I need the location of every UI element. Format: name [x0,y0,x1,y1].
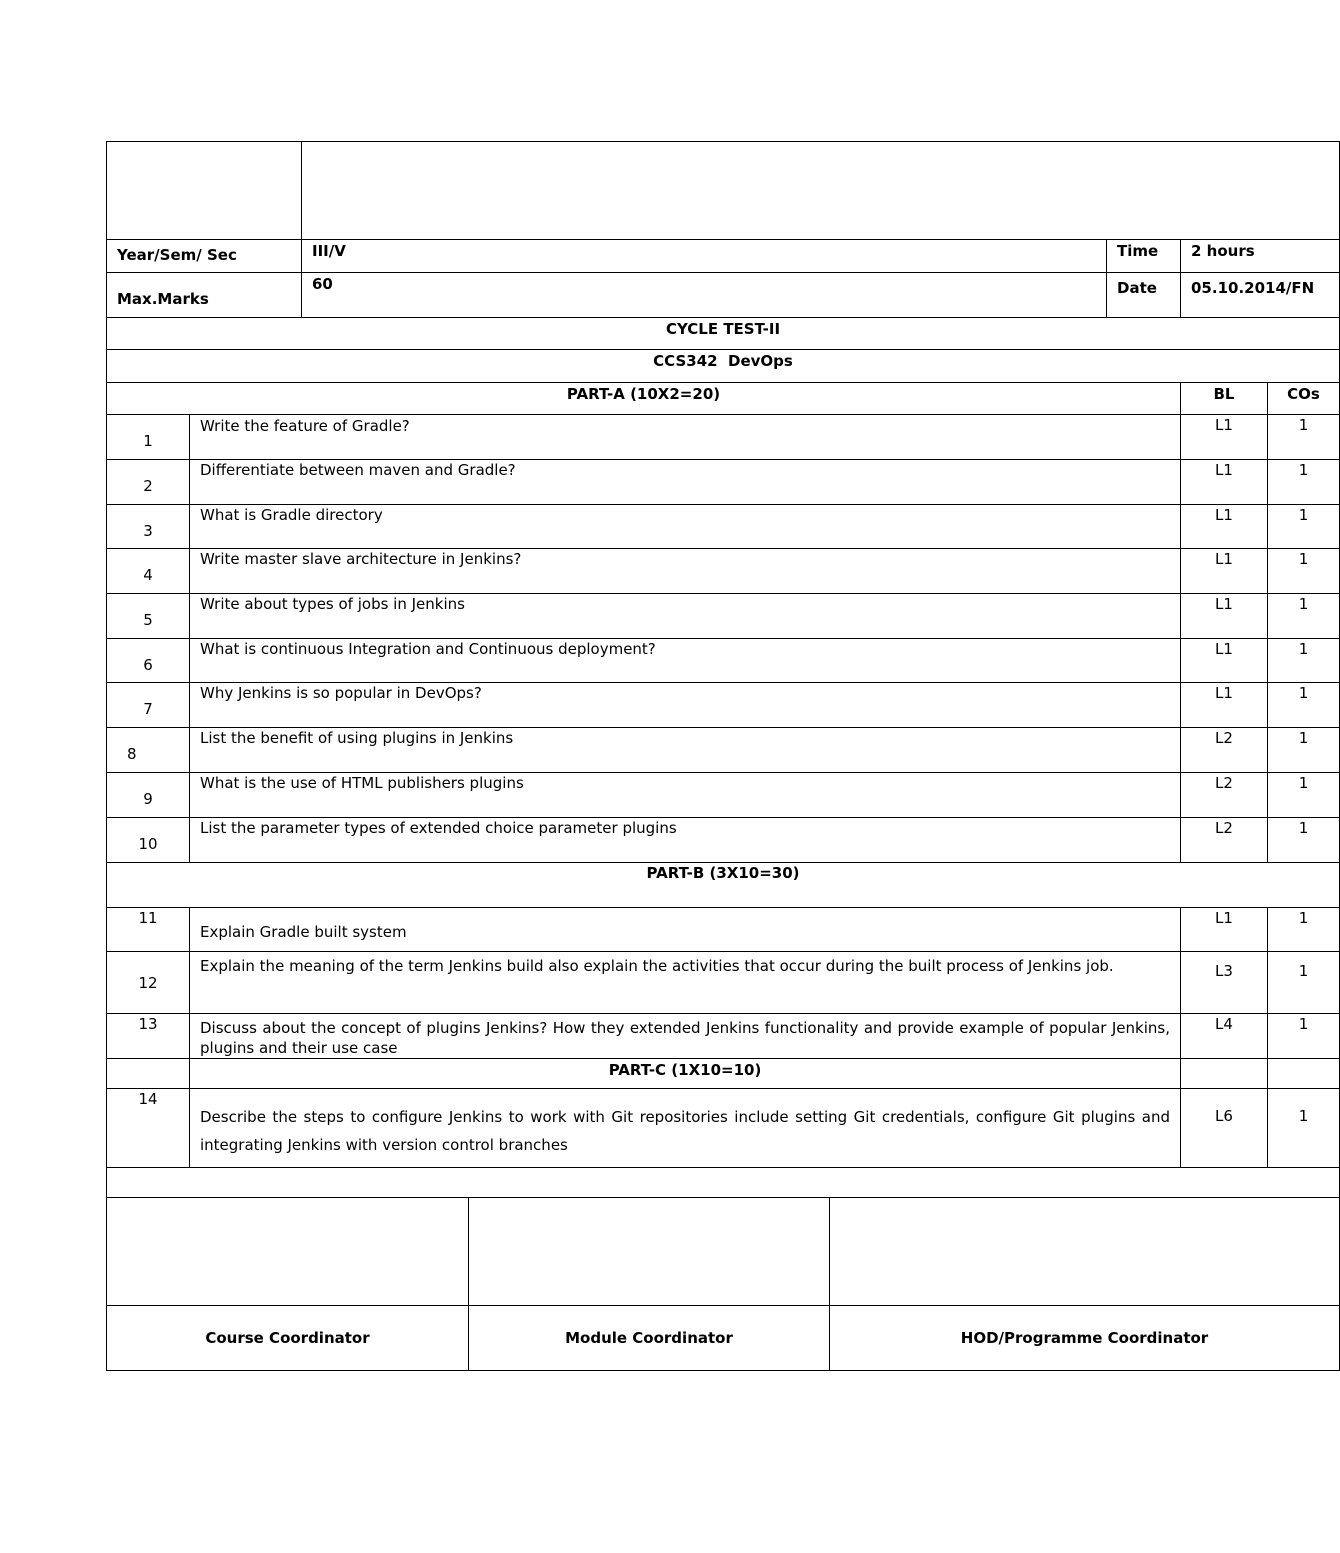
question-text: Write master slave architecture in Jenkins? [190,549,1181,594]
question-row [107,505,1340,549]
course-coordinator-label: Course Coordinator [107,1306,469,1371]
question-co: 1 [1268,952,1340,1014]
question-number: 10 [107,818,190,863]
question-text: List the parameter types of extended choice parameter plugins [190,818,1181,863]
question-bl: L4 [1181,1014,1268,1059]
question-text: Why Jenkins is so popular in DevOps? [190,683,1181,728]
marks-row [107,273,1340,318]
question-text: Write about types of jobs in Jenkins [190,594,1181,639]
question-bl: L2 [1181,818,1268,863]
question-number: 12 [107,952,190,1014]
test-title: CYCLE TEST-II [107,318,1340,350]
logo-area [107,142,302,240]
question-text: List the benefit of using plugins in Jenkins [190,728,1181,773]
institution-area [302,142,1340,240]
spacer-row [107,1168,1340,1198]
question-text: What is the use of HTML publishers plugins [190,773,1181,818]
question-row [107,1014,1340,1059]
question-number: 2 [107,460,190,505]
question-text: Discuss about the concept of plugins Jenkins? How they extended Jenkins functionality and provide example of popular Jenkins, plugins and their use case [190,1014,1181,1059]
question-bl: L1 [1181,908,1268,952]
question-text: Describe the steps to configure Jenkins to work with Git repositories include setting Git credentials, configure Git plugins and integrating Jenkins with version control branches [190,1089,1181,1168]
test-title-row [107,318,1340,350]
date-label: Date [1107,273,1181,318]
question-co: 1 [1268,1014,1340,1059]
signature-label-row [107,1306,1340,1371]
year-sem-sec-value: III/V [302,240,1107,273]
question-co: 1 [1268,460,1340,505]
hod-signature [830,1198,1340,1306]
question-row [107,460,1340,505]
question-co: 1 [1268,415,1340,460]
module-coordinator-signature [469,1198,830,1306]
question-row [107,728,1340,773]
question-paper [106,141,1320,1371]
question-row [107,818,1340,863]
question-row [107,683,1340,728]
question-co: 1 [1268,505,1340,549]
hod-label: HOD/Programme Coordinator [830,1306,1340,1371]
question-number: 6 [107,639,190,683]
bl-column-header: BL [1181,383,1268,415]
question-row [107,549,1340,594]
signature-space-row [107,1198,1340,1306]
question-bl: L3 [1181,952,1268,1014]
part-c-co-blank [1268,1059,1340,1089]
question-bl: L2 [1181,773,1268,818]
part-b-header-row [107,863,1340,908]
question-row [107,1089,1340,1168]
question-text: Differentiate between maven and Gradle? [190,460,1181,505]
question-row [107,908,1340,952]
question-bl: L2 [1181,728,1268,773]
question-bl: L1 [1181,683,1268,728]
course-title-row [107,350,1340,383]
question-co: 1 [1268,549,1340,594]
question-number: 8 [107,728,190,773]
course-coordinator-signature [107,1198,469,1306]
part-b-title: PART-B (3X10=30) [107,863,1340,908]
question-co: 1 [1268,818,1340,863]
part-c-bl-blank [1181,1059,1268,1089]
spacer-cell [107,1168,1340,1198]
question-bl: L1 [1181,460,1268,505]
year-sem-sec-label: Year/Sem/ Sec [107,240,302,273]
question-row [107,594,1340,639]
question-text: Explain the meaning of the term Jenkins build also explain the activities that occur during the built process of Jenkins job. [190,952,1181,1014]
question-paper-table [106,141,1340,1371]
part-c-title: PART-C (1X10=10) [190,1059,1181,1089]
question-number: 9 [107,773,190,818]
course-title: CCS342 DevOps [107,350,1340,383]
question-row [107,773,1340,818]
question-number: 14 [107,1089,190,1168]
question-text: Explain Gradle built system [190,908,1181,952]
question-co: 1 [1268,639,1340,683]
part-c-header-row [107,1059,1340,1089]
part-a-header-row [107,383,1340,415]
question-bl: L1 [1181,594,1268,639]
question-number: 7 [107,683,190,728]
question-bl: L1 [1181,505,1268,549]
cos-column-header: COs [1268,383,1340,415]
question-number: 5 [107,594,190,639]
question-bl: L1 [1181,639,1268,683]
question-row [107,415,1340,460]
time-label: Time [1107,240,1181,273]
max-marks-value: 60 [302,273,1107,318]
question-co: 1 [1268,908,1340,952]
question-number: 3 [107,505,190,549]
question-row [107,952,1340,1014]
question-co: 1 [1268,773,1340,818]
question-number: 1 [107,415,190,460]
max-marks-label: Max.Marks [107,273,302,318]
year-row [107,240,1340,273]
question-co: 1 [1268,594,1340,639]
question-bl: L6 [1181,1089,1268,1168]
part-c-blank-cell [107,1059,190,1089]
header-blank-row [107,142,1340,240]
question-text: What is Gradle directory [190,505,1181,549]
part-a-title: PART-A (10X2=20) [107,383,1181,415]
question-number: 13 [107,1014,190,1059]
question-bl: L1 [1181,415,1268,460]
question-co: 1 [1268,683,1340,728]
date-value: 05.10.2014/FN [1181,273,1340,318]
time-value: 2 hours [1181,240,1340,273]
question-bl: L1 [1181,549,1268,594]
question-row [107,639,1340,683]
question-number: 4 [107,549,190,594]
question-co: 1 [1268,1089,1340,1168]
question-text: Write the feature of Gradle? [190,415,1181,460]
question-number: 11 [107,908,190,952]
question-co: 1 [1268,728,1340,773]
module-coordinator-label: Module Coordinator [469,1306,830,1371]
question-text: What is continuous Integration and Continuous deployment? [190,639,1181,683]
